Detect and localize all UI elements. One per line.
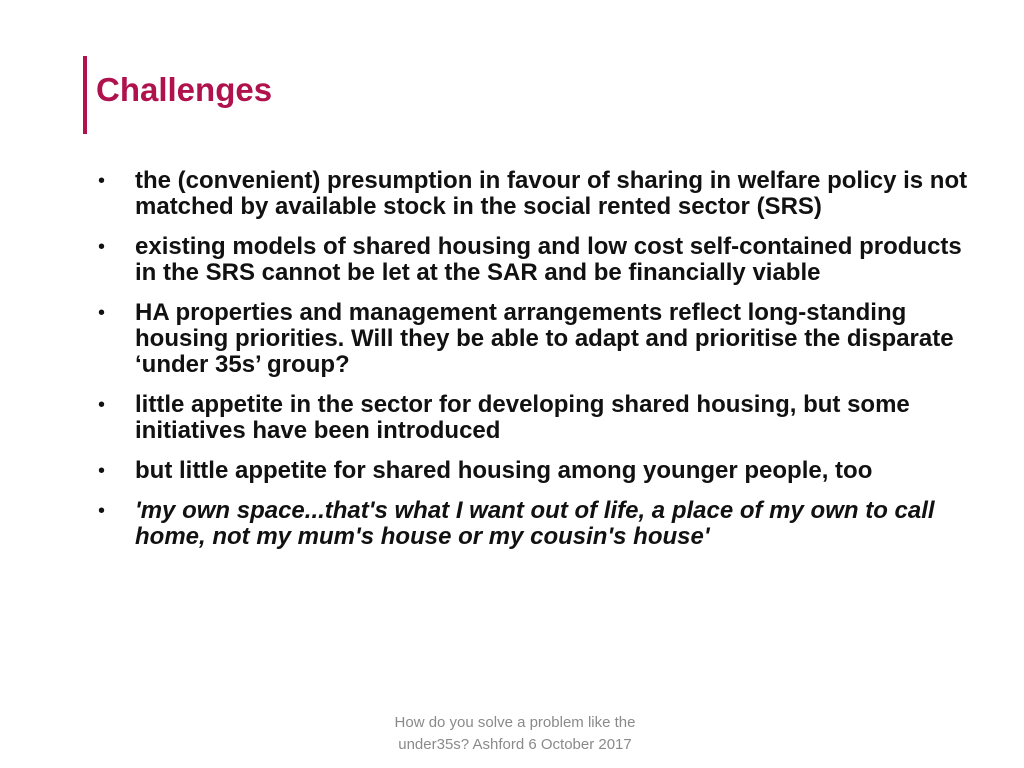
bullet-dot-icon: •: [98, 500, 106, 522]
bullet-text: the (convenient) presumption in favour of sharing in welfare policy is not matched by available stock in the social rented sector (SRS): [135, 167, 968, 220]
bullet-item: [98, 168, 978, 220]
bullet-item: [98, 300, 978, 378]
bullet-item: [98, 392, 978, 444]
bullet-text: little appetite in the sector for developing shared housing, but some initiatives have been introduced: [135, 391, 910, 444]
bullet-text: existing models of shared housing and low cost self-contained products in the SRS cannot be let at the SAR and be financially viable: [135, 233, 962, 286]
footer-line-2: under35s? Ashford 6 October 2017: [398, 736, 632, 753]
bullet-quote-text: 'my own space...that's what I want out of life, a place of my own to call home, not my mum's house or my cousin's house': [135, 497, 935, 550]
bullet-item-quote: [98, 498, 978, 550]
bullet-list: [98, 168, 978, 564]
bullet-text: HA properties and management arrangements reflect long-standing housing priorities. Will they be able to adapt and prioritise the disparate ‘under 35s’ group?: [135, 299, 954, 378]
bullet-dot-icon: •: [98, 394, 106, 416]
bullet-text: but little appetite for shared housing among younger people, too: [135, 457, 873, 484]
footer-line-1: How do you solve a problem like the: [394, 714, 636, 731]
bullet-item: [98, 234, 978, 286]
title-accent-bar: [83, 56, 87, 134]
bullet-dot-icon: •: [98, 302, 106, 324]
bullet-dot-icon: •: [98, 236, 106, 258]
slide-footer: [352, 712, 678, 756]
slide-title: Challenges: [96, 71, 273, 108]
bullet-dot-icon: •: [98, 460, 106, 482]
bullet-item: [98, 458, 978, 484]
bullet-dot-icon: •: [98, 170, 106, 192]
